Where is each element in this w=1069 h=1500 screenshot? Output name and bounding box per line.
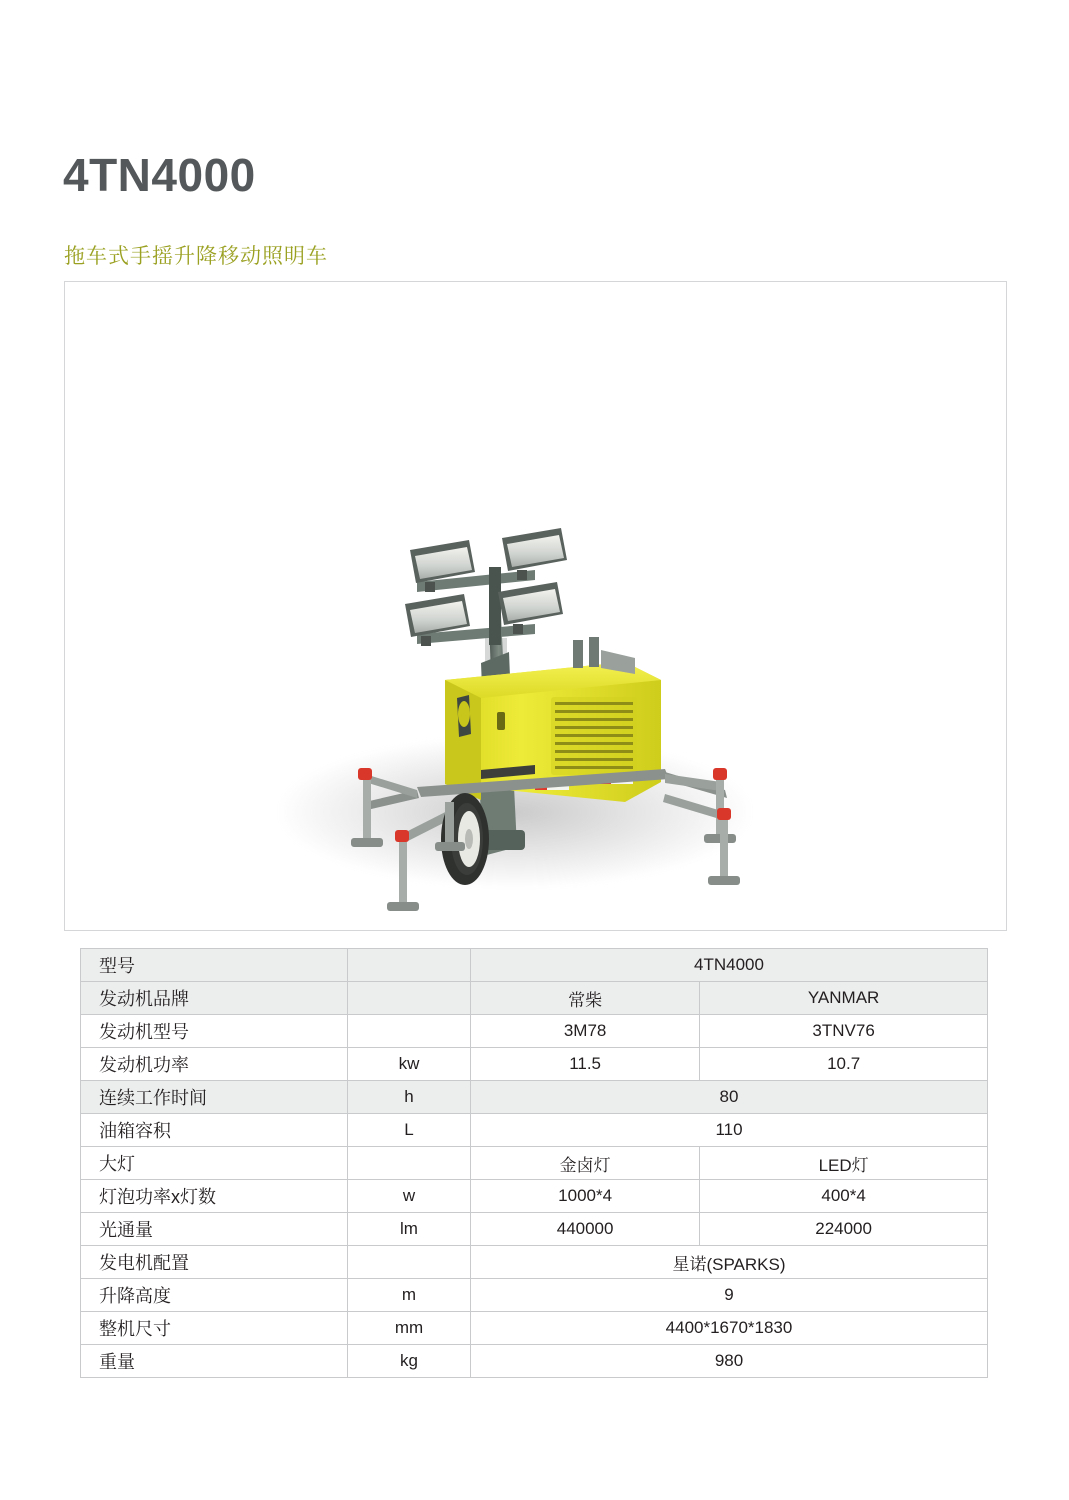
spec-unit: kw bbox=[348, 1048, 471, 1081]
table-row bbox=[81, 1279, 988, 1312]
spec-label: 升降高度 bbox=[81, 1279, 348, 1312]
table-row bbox=[81, 1345, 988, 1378]
spec-value-b: 3TNV76 bbox=[700, 1015, 988, 1048]
spec-label: 连续工作时间 bbox=[81, 1081, 348, 1114]
spec-value: 4TN4000 bbox=[471, 949, 988, 982]
louver-panel bbox=[551, 697, 637, 775]
spec-unit: h bbox=[348, 1081, 471, 1114]
spec-value: 9 bbox=[471, 1279, 988, 1312]
spec-label: 重量 bbox=[81, 1345, 348, 1378]
table-row bbox=[81, 949, 988, 982]
spec-label: 发动机品牌 bbox=[81, 982, 348, 1015]
spec-unit: L bbox=[348, 1114, 471, 1147]
spec-unit: mm bbox=[348, 1312, 471, 1345]
table-row bbox=[81, 1114, 988, 1147]
spec-value-b: LED灯 bbox=[700, 1147, 988, 1180]
table-row bbox=[81, 1015, 988, 1048]
table-row bbox=[81, 1048, 988, 1081]
spec-unit: kg bbox=[348, 1345, 471, 1378]
spec-unit bbox=[348, 1015, 471, 1048]
spec-label: 油箱容积 bbox=[81, 1114, 348, 1147]
table-row bbox=[81, 1213, 988, 1246]
spec-value-a: 3M78 bbox=[471, 1015, 700, 1048]
table-row bbox=[81, 1081, 988, 1114]
spec-label: 大灯 bbox=[81, 1147, 348, 1180]
spec-label: 型号 bbox=[81, 949, 348, 982]
spec-value-a: 1000*4 bbox=[471, 1180, 700, 1213]
spec-unit bbox=[348, 1147, 471, 1180]
spec-value-b: 224000 bbox=[700, 1213, 988, 1246]
spec-unit: lm bbox=[348, 1213, 471, 1246]
product-photo bbox=[65, 282, 1006, 930]
spec-unit: w bbox=[348, 1180, 471, 1213]
spec-value-a: 常柴 bbox=[471, 982, 700, 1015]
spec-table-body bbox=[81, 949, 988, 1378]
page-subtitle: 拖车式手摇升降移动照明车 bbox=[64, 245, 328, 268]
table-row bbox=[81, 1246, 988, 1279]
spec-value: 80 bbox=[471, 1081, 988, 1114]
table-row bbox=[81, 1180, 988, 1213]
spec-unit bbox=[348, 1246, 471, 1279]
spec-value: 110 bbox=[471, 1114, 988, 1147]
spec-label: 发动机功率 bbox=[81, 1048, 348, 1081]
table-row bbox=[81, 1147, 988, 1180]
spec-value-a: 11.5 bbox=[471, 1048, 700, 1081]
page-title: 4TN4000 bbox=[63, 149, 256, 201]
spec-value-b: 10.7 bbox=[700, 1048, 988, 1081]
specification-table bbox=[80, 948, 988, 1378]
spec-value-a: 金卤灯 bbox=[471, 1147, 700, 1180]
spec-label: 发电机配置 bbox=[81, 1246, 348, 1279]
spec-label: 整机尺寸 bbox=[81, 1312, 348, 1345]
table-row bbox=[81, 1312, 988, 1345]
table-row bbox=[81, 982, 988, 1015]
spec-value: 980 bbox=[471, 1345, 988, 1378]
spec-value-b: YANMAR bbox=[700, 982, 988, 1015]
light-tower-illustration bbox=[65, 282, 1006, 930]
spec-value: 星诺(SPARKS) bbox=[471, 1246, 988, 1279]
spec-value: 4400*1670*1830 bbox=[471, 1312, 988, 1345]
spec-label: 发动机型号 bbox=[81, 1015, 348, 1048]
spec-unit bbox=[348, 982, 471, 1015]
spec-unit bbox=[348, 949, 471, 982]
spec-value-b: 400*4 bbox=[700, 1180, 988, 1213]
product-image-frame bbox=[64, 281, 1007, 931]
spec-label: 灯泡功率x灯数 bbox=[81, 1180, 348, 1213]
spec-label: 光通量 bbox=[81, 1213, 348, 1246]
spec-value-a: 440000 bbox=[471, 1213, 700, 1246]
spec-unit: m bbox=[348, 1279, 471, 1312]
